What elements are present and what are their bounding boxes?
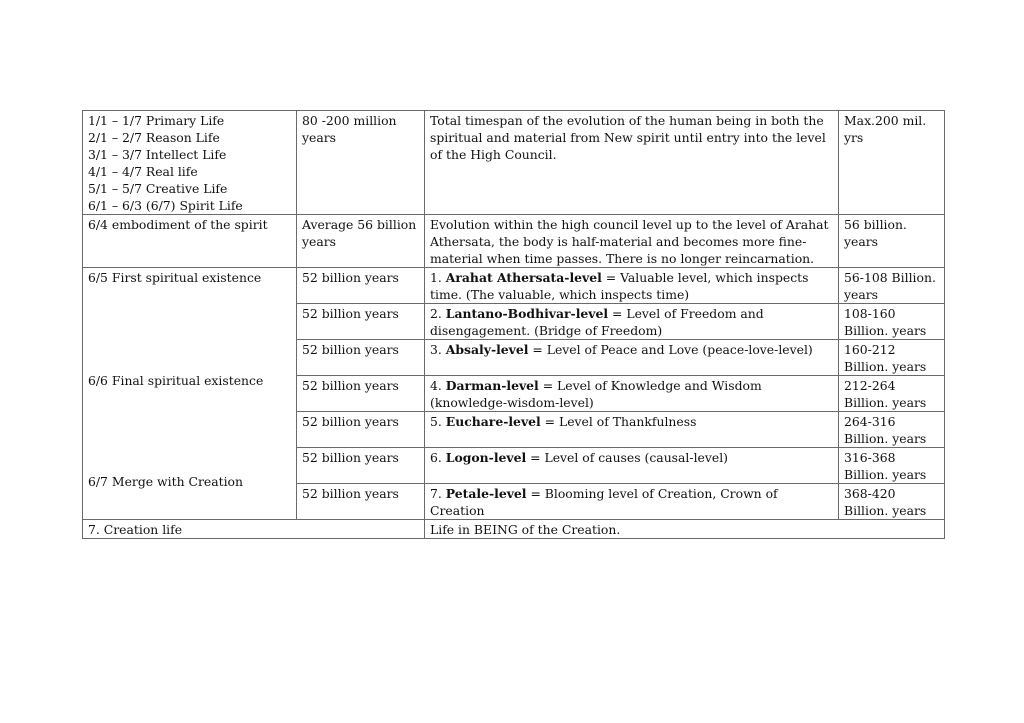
duration-cell [297,448,425,484]
level-description: = Level of Knowledge and Wisdom (knowledge-wisdom-level) [430,378,762,410]
level-name: Petale-level [445,486,527,501]
level-number: 7. [430,486,446,501]
range-text: 56 billion. years [844,217,907,249]
stage-text: 6/4 embodiment of the spirit [88,217,268,232]
range-cell [839,111,945,215]
table-row [83,268,945,304]
level-description: = Blooming level of Creation, Crown of Creation [430,486,778,518]
level-description: = Level of causes (causal-level) [526,450,728,465]
description-cell [425,412,839,448]
description-text: Evolution within the high council level up to the level of Arahat Athersata, the body is half-material and becomes more fine-material when time passes. There is no longer reincarnation. [430,217,829,266]
level-number: 2. [430,306,446,321]
table-row [83,215,945,268]
duration-cell [297,111,425,215]
description-cell [425,340,839,376]
range-text: Max.200 mil. yrs [844,113,927,145]
stage-text: 6/5 First spiritual existence [88,270,262,285]
level-number: 3. [430,342,446,357]
range-cell [839,215,945,268]
description-cell [425,376,839,412]
description-cell [425,448,839,484]
duration-text: 52 billion years [302,450,399,465]
description-cell [425,215,839,268]
stage-line: 5/1 – 5/7 Creative Life [88,181,228,196]
range-text: 160-212 Billion. years [844,342,927,374]
duration-cell [297,340,425,376]
stage-cell [83,215,297,268]
level-number: 4. [430,378,446,393]
level-name: Arahat Athersata-level [445,270,602,285]
range-cell [839,304,945,340]
range-cell [839,376,945,412]
duration-text: 80 -200 million years [302,113,397,145]
duration-cell [297,268,425,304]
stage-cell [83,111,297,215]
duration-cell [297,215,425,268]
level-number: 5. [430,414,446,429]
description-text: Total timespan of the evolution of the human being in both the spiritual and material from New spirit until entry into the level of the High Council. [430,113,826,162]
duration-text: 52 billion years [302,342,399,357]
level-number: 1. [430,270,446,285]
stage-text: 6/7 Merge with Creation [88,474,243,489]
stage-line: 3/1 – 3/7 Intellect Life [88,147,227,162]
description-text: Life in BEING of the Creation. [430,522,621,537]
level-name: Lantano-Bodhivar-level [445,306,609,321]
range-text: 264-316 Billion. years [844,414,927,446]
description-cell [425,304,839,340]
stage-line: 2/1 – 2/7 Reason Life [88,130,220,145]
stage-cell [83,520,425,539]
level-name: Absaly-level [445,342,529,357]
duration-text: 52 billion years [302,306,399,321]
stage-line: 1/1 – 1/7 Primary Life [88,113,225,128]
level-description: = Valuable level, which inspects time. (The valuable, which inspects time) [430,270,809,302]
range-text: 56-108 Billion. years [844,270,936,302]
duration-cell [297,484,425,520]
range-cell [839,412,945,448]
range-text: 368-420 Billion. years [844,486,927,518]
range-text: 212-264 Billion. years [844,378,927,410]
stage-text: 7. Creation life [88,522,183,537]
range-cell [839,484,945,520]
duration-cell [297,412,425,448]
range-text: 316-368 Billion. years [844,450,927,482]
stage-line: 4/1 – 4/7 Real life [88,164,198,179]
range-cell [839,448,945,484]
duration-text: 52 billion years [302,378,399,393]
duration-text: 52 billion years [302,414,399,429]
level-number: 6. [430,450,446,465]
duration-text: 52 billion years [302,486,399,501]
stage-text: 6/6 Final spiritual existence [88,373,264,388]
evolution-table [82,110,945,539]
spiritual-existence-cell [83,268,297,520]
duration-cell [297,304,425,340]
level-name: Logon-level [445,450,527,465]
stage-line: 6/1 – 6/3 (6/7) Spirit Life [88,198,243,213]
description-cell [425,111,839,215]
table-row [83,520,945,539]
table-row [83,111,945,215]
level-description: = Level of Peace and Love (peace-love-level) [528,342,813,357]
level-description: = Level of Freedom and disengagement. (Bridge of Freedom) [430,306,764,338]
level-description: = Level of Thankfulness [540,414,697,429]
description-cell [425,520,945,539]
level-name: Darman-level [445,378,539,393]
duration-cell [297,376,425,412]
duration-text: Average 56 billion years [302,217,417,249]
range-cell [839,268,945,304]
duration-text: 52 billion years [302,270,399,285]
level-name: Euchare-level [445,414,541,429]
description-cell [425,484,839,520]
range-text: 108-160 Billion. years [844,306,927,338]
description-cell [425,268,839,304]
range-cell [839,340,945,376]
